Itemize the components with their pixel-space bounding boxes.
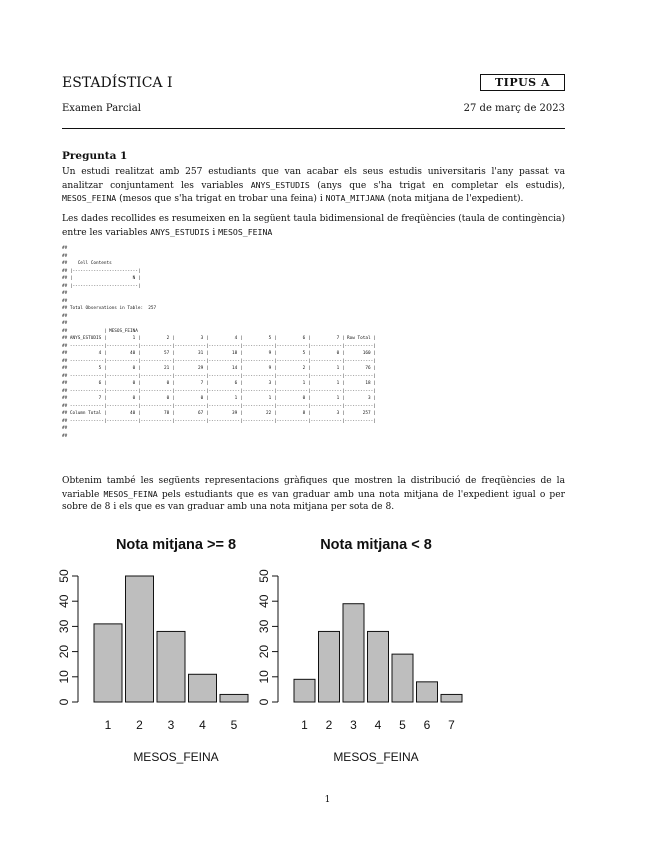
x-tick-label: 2: [136, 718, 143, 732]
y-tick-label: 50: [57, 569, 71, 583]
bar: [157, 631, 185, 702]
page-number: 1: [324, 795, 331, 805]
course-title: ESTADÍSTICA I: [62, 74, 173, 91]
var-mesos-feina: MESOS_FEINA: [62, 193, 117, 203]
x-tick-label: 7: [448, 718, 455, 732]
exam-name: Examen Parcial: [62, 103, 141, 114]
x-tick-label: 2: [325, 718, 333, 732]
bar: [294, 679, 315, 702]
bar: [94, 624, 122, 702]
x-tick-label: 4: [199, 718, 206, 732]
y-tick-label: 40: [57, 594, 71, 608]
bar: [343, 604, 364, 702]
x-tick-label: 5: [230, 718, 238, 732]
chart-title: Nota mitjana < 8: [320, 537, 432, 553]
y-tick-label: 20: [57, 644, 72, 659]
x-tick-label: 4: [374, 718, 382, 732]
x-tick-label: 1: [301, 718, 308, 732]
bar: [368, 631, 389, 702]
question-paragraph-2: Les dades recollides es resumeixen en la següent taula bidimensional de freqüències (taula de contingència) entre les variables ANYS_ESTUDIS i MESOS_FEINA: [62, 214, 565, 238]
question-paragraph-3: Obtenim també les següents representacions gràfiques que mostren la distribució de freqüències de la variable MESOS_FEINA pels estudiants que es van graduar amb una nota mitjana de l'expedient igual o per sobre de 8 i els que es van graduar amb una nota mitjana per sota de 8.: [62, 476, 565, 512]
bar-charts: [0, 525, 655, 780]
bar: [417, 682, 438, 702]
question-paragraph-1: Un estudi realitzat amb 257 estudiants que van acabar els seus estudis universitaris l'any passat va analitzar conjuntament les variables ANYS_ESTUDIS (anys que s'ha trigat en completar els estudis), MESOS_FEINA (mesos que s'ha trigat en trobar una feina) i NOTA_MITJANA (nota mitjana de l'expedient).: [62, 167, 565, 204]
y-tick-label: 10: [257, 670, 271, 684]
header-rule: [62, 128, 565, 129]
bar: [220, 694, 248, 702]
question-title: Pregunta 1: [62, 150, 128, 162]
y-tick-label: 20: [257, 644, 271, 659]
bar: [126, 576, 154, 702]
y-tick-label: 30: [57, 619, 71, 634]
contingency-table-output: ## ## ## Cell Contents ## |-------------------------| ## | N | ## |-------------------------| ## ## ## Total Observations in Table: 257 ## ## ## | MESOS_FEINA ## ANYS_ESTUDIS | 1 | 2 | 3 | 4 | 5 | 6 | 7 | Row Total | ## -------------|------------|------------|------------|------------|------------|------------|------------|-----------| ## 4 | 40 | 57 | 31 | 18 | 9 | 5 | 0 | 160 | ## -------------|------------|------------|------------|------------|------------|------------|------------|-----------| ## 5 | 0 | 21 | 29 | 14 | 9 | 2 | 1 | 76 | ## -------------|------------|------------|------------|------------|------------|------------|------------|-----------| ## 6 | 0 | 0 | 7 | 6 | 3 | 1 | 1 | 18 | ## -------------|------------|------------|------------|------------|------------|------------|------------|-----------| ## 7 | 0 | 0 | 0 | 1 | 1 | 0 | 1 | 3 | ## -------------|------------|------------|------------|------------|------------|------------|------------|-----------| ## Column Total | 40 | 78 | 67 | 39 | 22 | 8 | 3 | 257 | ## -------------|------------|------------|------------|------------|------------|------------|------------|-----------| ## ##: [62, 246, 376, 439]
x-tick-label: 3: [167, 718, 175, 732]
y-tick-label: 0: [257, 698, 271, 706]
bar: [319, 631, 340, 702]
y-tick-label: 0: [57, 698, 71, 706]
exam-type-box: TIPUS A: [480, 74, 565, 91]
chart-title: Nota mitjana >= 8: [115, 537, 237, 553]
exam-date: 27 de març de 2023: [463, 103, 565, 114]
x-tick-label: 3: [350, 718, 357, 732]
header-top: [62, 74, 565, 91]
x-tick-label: 5: [399, 718, 406, 732]
y-tick-label: 30: [257, 619, 271, 634]
y-tick-label: 10: [57, 670, 71, 684]
bar: [441, 694, 462, 702]
y-tick-label: 40: [257, 594, 271, 608]
bar: [189, 674, 217, 702]
x-tick-label: 6: [423, 718, 431, 732]
x-axis-label: MESOS_FEINA: [133, 750, 219, 764]
bar: [392, 654, 413, 702]
y-tick-label: 50: [257, 569, 271, 583]
x-axis-label: MESOS_FEINA: [333, 750, 419, 764]
var-nota-mitjana: NOTA_MITJANA: [325, 193, 385, 203]
header-sub: [62, 103, 565, 114]
var-anys-estudis: ANYS_ESTUDIS: [250, 179, 310, 190]
x-tick-label: 1: [104, 718, 112, 732]
